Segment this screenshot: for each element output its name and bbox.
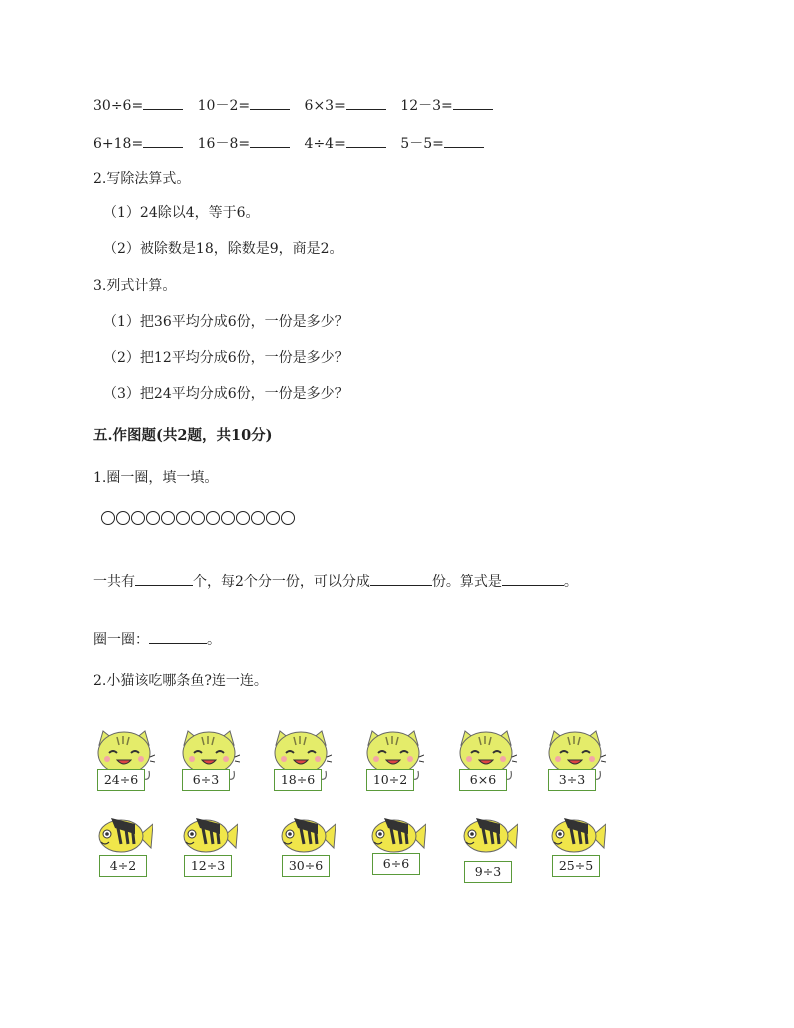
arith-row-1	[93, 95, 493, 115]
arith-item: 6×3=	[304, 98, 346, 114]
circle-shape[interactable]	[116, 511, 130, 525]
arith-row-2	[93, 133, 484, 153]
arith-item: 12－3=	[400, 98, 453, 114]
cat-expression: 6×6	[459, 769, 507, 791]
circle-shape[interactable]	[266, 511, 280, 525]
fish-card[interactable]	[368, 814, 434, 871]
circle-shape[interactable]	[191, 511, 205, 525]
answer-blank[interactable]	[143, 95, 183, 110]
cat-card[interactable]	[455, 727, 521, 785]
answer-blank[interactable]	[453, 95, 493, 110]
arith-item: 30÷6=	[93, 98, 144, 114]
s5q1-title: 1.圈一圈，填一填。	[93, 470, 219, 486]
fill-text: 一共有	[93, 574, 135, 590]
section-heading: 五.作图题(共2题，共10分)	[93, 427, 273, 444]
fill-text: 份。算式是	[431, 574, 502, 590]
answer-blank[interactable]	[502, 571, 564, 586]
arith-item: 5－5=	[400, 136, 444, 152]
answer-blank[interactable]	[135, 571, 193, 586]
cat-card[interactable]	[544, 727, 610, 785]
fish-card[interactable]	[460, 814, 526, 879]
fish-expression: 4÷2	[99, 855, 147, 877]
q3-item-3: （3）把24平均分成6份，一份是多少？	[103, 386, 349, 402]
fish-icon	[548, 814, 614, 858]
circle-shape[interactable]	[101, 511, 115, 525]
q3-title: 3.列式计算。	[93, 278, 177, 294]
cat-card[interactable]	[93, 727, 159, 785]
answer-blank[interactable]	[250, 133, 290, 148]
fish-card[interactable]	[278, 814, 344, 873]
cat-card[interactable]	[270, 727, 336, 785]
q2-item-2: （2）被除数是18，除数是9，商是2。	[103, 241, 344, 257]
fish-icon	[278, 814, 344, 858]
cat-expression: 24÷6	[97, 769, 145, 791]
fish-expression: 25÷5	[552, 855, 600, 877]
circle-shape[interactable]	[221, 511, 235, 525]
fish-expression: 9÷3	[464, 861, 512, 883]
fish-expression: 30÷6	[282, 855, 330, 877]
fill-text: 。	[563, 574, 578, 590]
arith-item: 4÷4=	[304, 136, 346, 152]
circle-shape[interactable]	[131, 511, 145, 525]
fish-icon	[368, 814, 434, 858]
fish-icon	[460, 814, 526, 858]
circle-prompt-end: 。	[207, 632, 221, 648]
circle-prompt-line	[93, 629, 221, 649]
cat-expression: 6÷3	[182, 769, 230, 791]
answer-blank[interactable]	[346, 133, 386, 148]
cat-card[interactable]	[178, 727, 244, 785]
circle-shape[interactable]	[161, 511, 175, 525]
cat-expression: 3÷3	[548, 769, 596, 791]
answer-blank[interactable]	[346, 95, 386, 110]
fish-icon	[180, 814, 246, 858]
arith-item: 6+18=	[93, 136, 144, 152]
circle-shape[interactable]	[236, 511, 250, 525]
cat-expression: 18÷6	[274, 769, 322, 791]
answer-blank[interactable]	[370, 571, 432, 586]
answer-blank[interactable]	[250, 95, 290, 110]
q3-item-2: （2）把12平均分成6份，一份是多少？	[103, 350, 349, 366]
fish-card[interactable]	[95, 814, 161, 873]
q2-item-1: （1）24除以4，等于6。	[103, 205, 260, 221]
arith-item: 16－8=	[197, 136, 251, 152]
circle-shape[interactable]	[251, 511, 265, 525]
circle-prompt: 圈一圈：	[93, 632, 149, 648]
fish-expression: 12÷3	[184, 855, 232, 877]
fill-sentence	[93, 571, 578, 591]
circle-shape[interactable]	[176, 511, 190, 525]
q2-title: 2.写除法算式。	[93, 171, 191, 187]
q3-item-1: （1）把36平均分成6份，一份是多少？	[103, 314, 349, 330]
fish-card[interactable]	[548, 814, 614, 873]
cat-expression: 10÷2	[366, 769, 414, 791]
s5q2-title: 2.小猫该吃哪条鱼?连一连。	[93, 673, 268, 689]
circle-shape[interactable]	[146, 511, 160, 525]
fish-expression: 6÷6	[372, 853, 420, 875]
fish-icon	[95, 814, 161, 858]
circle-row	[101, 511, 295, 525]
answer-blank[interactable]	[149, 629, 207, 644]
circle-shape[interactable]	[206, 511, 220, 525]
arith-item: 10－2=	[197, 98, 251, 114]
fish-card[interactable]	[180, 814, 246, 873]
circle-shape[interactable]	[281, 511, 295, 525]
fill-text: 个，每2个分一份，可以分成	[193, 574, 370, 590]
answer-blank[interactable]	[444, 133, 484, 148]
cat-card[interactable]	[362, 727, 428, 785]
answer-blank[interactable]	[143, 133, 183, 148]
